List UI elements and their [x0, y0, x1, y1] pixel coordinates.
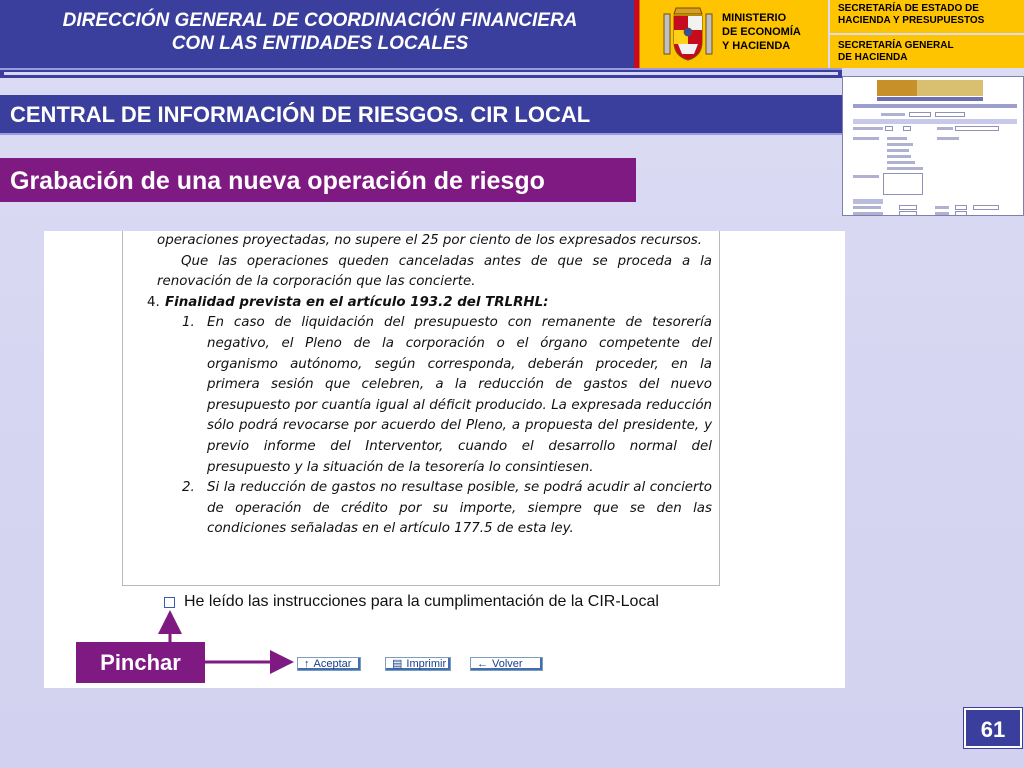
secretaria-general-box [830, 35, 1024, 68]
up-arrow-icon: ↑ [304, 658, 310, 670]
instructions-text [147, 231, 712, 540]
volver-button[interactable] [470, 657, 543, 671]
item-title: Finalidad prevista en el artículo 193.2 del TRLRHL: [165, 294, 549, 310]
item-number: 4. [147, 294, 160, 310]
item-heading [147, 293, 712, 314]
spanish-flag-strip [634, 0, 652, 68]
page-title: Grabación de una nueva operación de riesgo [0, 158, 636, 202]
sub-item-1 [157, 313, 712, 478]
sub-item-2-number: 2. [182, 480, 195, 496]
coat-of-arms-icon [660, 4, 716, 64]
ministry-line3: Y HACIENDA [722, 40, 791, 52]
instructions-read-checkbox[interactable] [164, 597, 175, 608]
ministry-line2: DE ECONOMÍA [722, 26, 801, 38]
pinchar-callout: Pinchar [76, 642, 205, 683]
header-direccion-general [0, 0, 634, 68]
ministry-line1: MINISTERIO [722, 12, 787, 24]
page-number: 61 [964, 708, 1022, 748]
header-direccion-line1: DIRECCIÓN GENERAL DE COORDINACIÓN FINANCIERA [62, 10, 578, 31]
imprimir-button[interactable] [385, 657, 451, 671]
sub-item-2 [157, 478, 712, 540]
secretaria-estado-line2: HACIENDA Y PRESUPUESTOS [838, 15, 985, 26]
document-viewer [44, 231, 845, 688]
imprimir-label: Imprimir [406, 658, 447, 670]
form-thumbnail [842, 76, 1024, 216]
section-title: CENTRAL DE INFORMACIÓN DE RIESGOS. CIR LOCAL [0, 95, 842, 135]
header-divider [0, 68, 842, 78]
secretaria-general-line1: SECRETARÍA GENERAL [838, 40, 954, 51]
paragraph-cancelacion: Que las operaciones queden canceladas antes de que se proceda a la renovación de la corporación que las concierte. [157, 253, 712, 290]
secretaria-estado-line1: SECRETARÍA DE ESTADO DE [838, 3, 979, 14]
paragraph-recursos: operaciones proyectadas, no supere el 25 por ciento de los expresados recursos. [157, 233, 703, 248]
aceptar-label: Aceptar [313, 658, 352, 670]
volver-label: Volver [492, 658, 523, 670]
ministry-name [722, 11, 822, 53]
sub-item-1-number: 1. [182, 315, 195, 331]
aceptar-button[interactable] [297, 657, 361, 671]
secretaria-general-line2: DE HACIENDA [838, 52, 908, 63]
printer-icon: ▤ [392, 658, 403, 670]
instructions-read-label[interactable]: He leído las instrucciones para la cumplimentación de la CIR-Local [184, 593, 659, 610]
secretaria-estado-box [830, 0, 1024, 33]
sub-item-2-text: Si la reducción de gastos no resultase posible, se podrá acudir al concierto de operación de crédito por su importe, siempre que se den las condiciones señaladas en el artículo 177.5 de esta ley. [207, 480, 712, 537]
left-arrow-icon: ← [477, 658, 488, 670]
sub-item-1-text: En caso de liquidación del presupuesto con remanente de tesorería negativo, el Pleno de la corporación o el órgano competente del organismo autónomo, según corresponda, deberán proceder, en la primera sesión que celebren, a la reducción de gastos del nuevo presupuesto por cuantía igual al déficit producido. La expresada reducción sólo podrá revocarse por acuerdo del Pleno, a propuesta del presidente, y previo informe del Interventor, cuando el desarrollo normal del presupuesto y la situación de la tesorería lo consintiesen. [207, 315, 712, 475]
header-direccion-line2: CON LAS ENTIDADES LOCALES [171, 33, 469, 54]
